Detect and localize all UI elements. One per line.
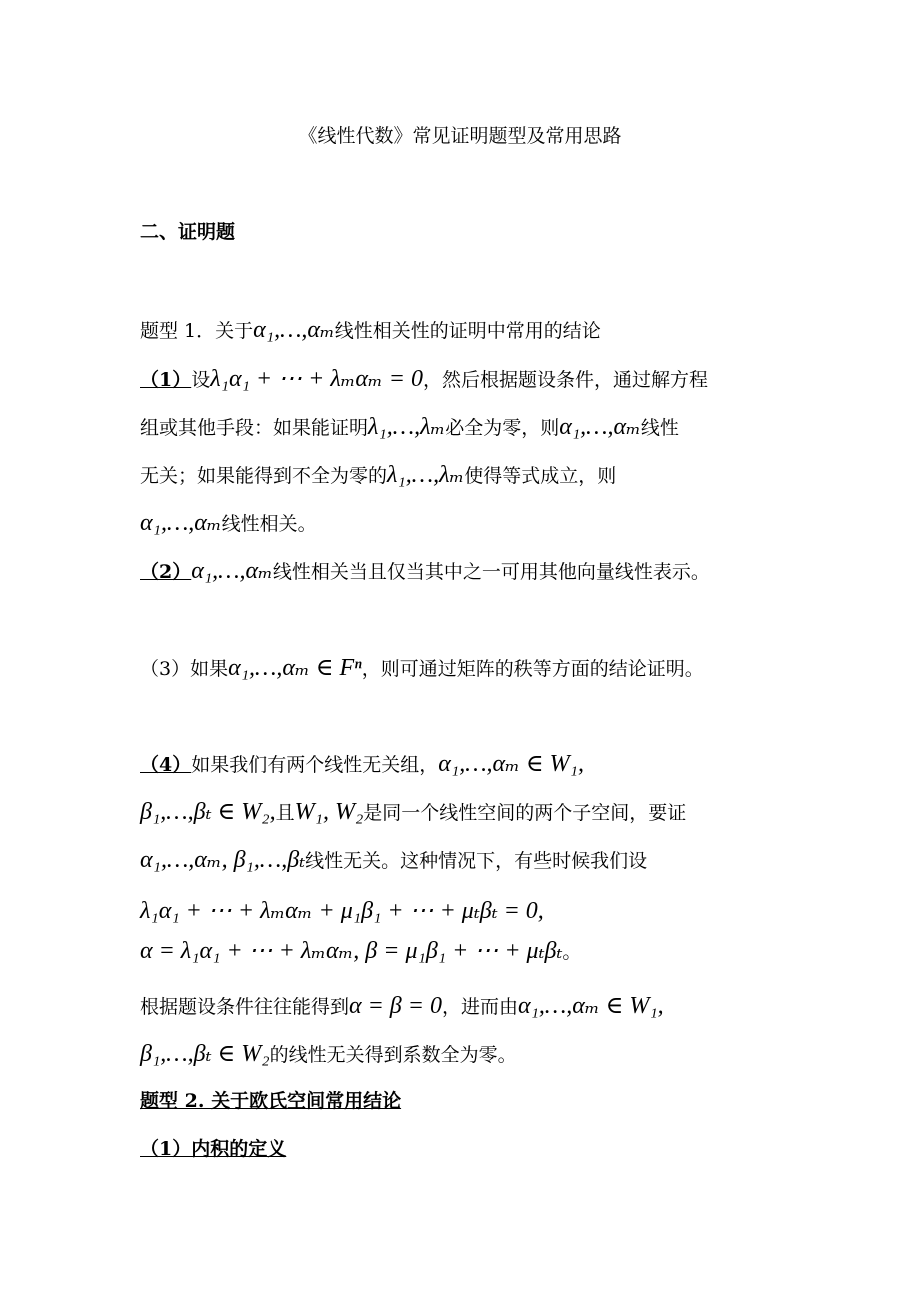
item1-label: （1）	[140, 369, 192, 391]
item1-math: α₁,…,αₘ	[559, 414, 641, 440]
item4-math: β₁,…,βₜ ∈ W₂	[140, 1041, 270, 1067]
item4-math: α₁,…,αₘ, β₁,…,βₜ	[140, 847, 306, 873]
type2-heading: 题型 2. 关于欧氏空间常用结论	[140, 1090, 402, 1112]
item2-label: （2）	[140, 561, 192, 583]
item1-equation: λ₁α₁ + ⋯ + λₘαₘ = 0	[210, 366, 423, 392]
item1-math: λ₁,…,λₘ	[387, 462, 465, 488]
item3-label: （3）	[140, 658, 191, 680]
item4-text: 且	[275, 802, 295, 824]
type1-heading-pre: 题型 1．关于	[140, 320, 254, 342]
item1-line3	[140, 461, 616, 490]
item4-equation1	[140, 897, 544, 926]
item4-text: 。	[562, 941, 582, 963]
item4-line4	[140, 992, 664, 1021]
item4-line1	[140, 750, 584, 779]
item1-line1	[140, 365, 708, 394]
item4-math: α₁,…,αₘ ∈ W₁,	[438, 751, 584, 777]
type1-heading-post: 线性相关性的证明中常用的结论	[334, 320, 601, 342]
item4-equation: α = λ₁α₁ + ⋯ + λₘαₘ, β = μ₁β₁ + ⋯ + μₜβₜ	[140, 938, 563, 964]
type1-heading	[140, 316, 601, 345]
item3-text: ，则可通过矩阵的秩等方面的结论证明。	[361, 658, 704, 680]
item1-text: 必全为零，则	[445, 417, 560, 439]
item4-equation2	[140, 937, 581, 966]
item4-math: W₁, W₂	[294, 799, 364, 825]
item2-line	[140, 557, 710, 586]
item4-line5	[140, 1040, 517, 1069]
item4-math: α = β = 0	[349, 993, 442, 1019]
item4-line3	[140, 846, 647, 875]
type2-item1-label: （1）内积的定义	[140, 1138, 287, 1160]
item1-text: 无关；如果能得到不全为零的	[140, 465, 388, 487]
item4-math: β₁,…,βₜ ∈ W₂,	[140, 799, 276, 825]
item1-text: 线性	[640, 417, 679, 439]
item1-text: 组或其他手段：如果能证明	[140, 417, 369, 439]
item4-text: 的线性无关得到系数全为零。	[269, 1044, 517, 1066]
item4-text: 如果我们有两个线性无关组，	[191, 754, 439, 776]
item1-text: 线性相关。	[221, 513, 317, 535]
item1-text: 使得等式成立，则	[464, 465, 617, 487]
item4-text: ，进而由	[441, 996, 518, 1018]
document-title: 《线性代数》常见证明题型及常用思路	[298, 125, 622, 147]
item4-equation: λ₁α₁ + ⋯ + λₘαₘ + μ₁β₁ + ⋯ + μₜβₜ = 0,	[140, 898, 544, 924]
item4-text: 是同一个线性空间的两个子空间，要证	[363, 802, 687, 824]
item4-line2	[140, 798, 686, 827]
item1-math: λ₁,…,λₘ	[368, 414, 446, 440]
item4-label: （4）	[140, 754, 192, 776]
item3-line	[140, 654, 704, 683]
item4-text: 根据题设条件往往能得到	[140, 996, 350, 1018]
item4-text: 线性无关。这种情况下，有些时候我们设	[305, 850, 648, 872]
item1-text: 设	[191, 369, 211, 391]
item3-text: 如果	[190, 658, 229, 680]
item1-text: ，然后根据题设条件，通过解方程	[422, 369, 708, 391]
item3-math: α₁,…,αₘ ∈ Fⁿ	[228, 655, 362, 681]
item4-math: α₁,…,αₘ ∈ W₁,	[517, 993, 664, 1019]
type1-heading-math: α₁,…,αₘ	[253, 317, 335, 343]
item2-text: 线性相关当且仅当其中之一可用其他向量线性表示。	[272, 561, 710, 583]
item1-line2	[140, 413, 679, 442]
item1-line4	[140, 509, 317, 538]
section-heading: 二、证明题	[140, 221, 236, 243]
item2-math: α₁,…,αₘ	[191, 558, 273, 584]
item1-math: α₁,…,αₘ	[140, 510, 222, 536]
